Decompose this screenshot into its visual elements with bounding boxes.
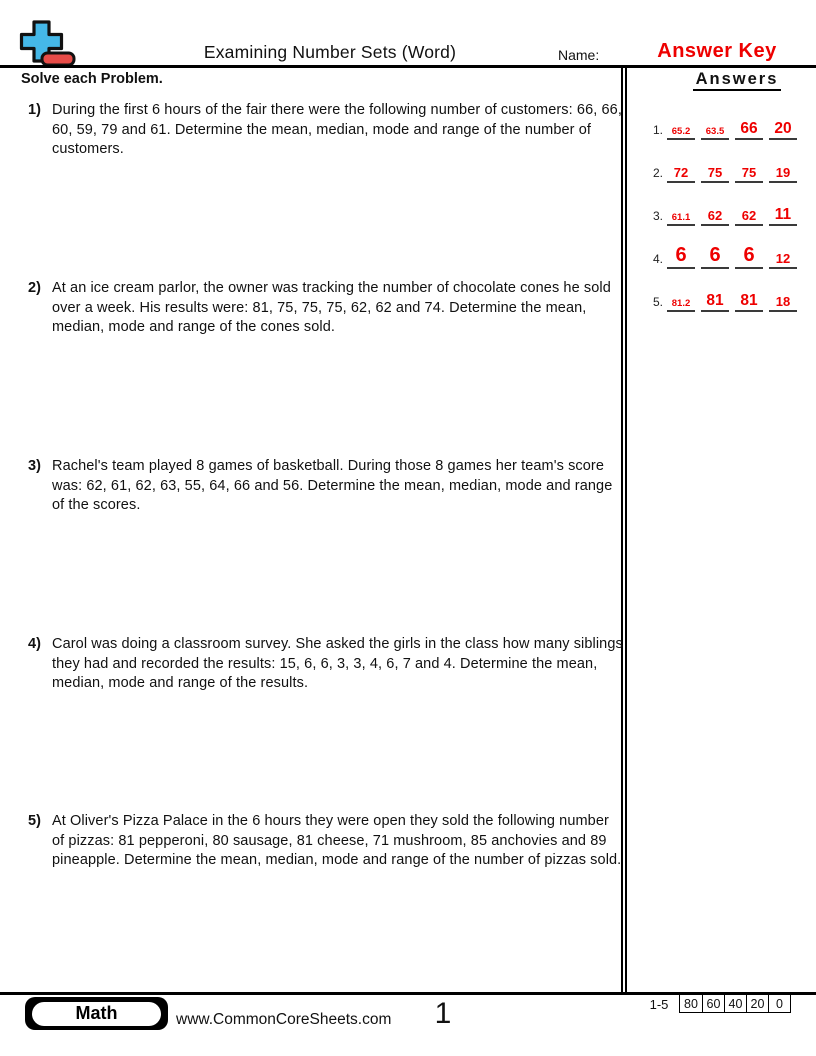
answer-blank-mean <box>667 157 695 183</box>
subject-badge <box>25 997 168 1030</box>
problem-number: 3) <box>28 458 41 474</box>
answer-value: 61.1 <box>671 211 691 223</box>
answer-value: 75 <box>741 165 757 180</box>
answer-value: 6 <box>675 244 687 266</box>
problem-number: 4) <box>28 636 41 652</box>
answer-number: 3. <box>653 209 664 223</box>
answer-value: 66 <box>740 119 758 137</box>
answer-blank-mean <box>667 114 695 140</box>
answer-blank-range <box>769 114 797 140</box>
answer-value: 63.5 <box>705 125 725 137</box>
score-cell: 40 <box>724 995 746 1012</box>
answer-blank-median <box>701 114 729 140</box>
answer-blank-median <box>701 286 729 312</box>
answer-value: 62 <box>741 208 757 223</box>
page-title: Examining Number Sets (Word) <box>203 42 457 62</box>
answer-value: 6 <box>743 244 755 266</box>
answer-value: 81 <box>706 291 724 309</box>
answer-blank-range <box>769 157 797 183</box>
answer-blank-mode <box>735 286 763 312</box>
name-label: Name: <box>558 47 600 63</box>
answer-value: 72 <box>673 165 689 180</box>
minus-icon <box>42 53 74 65</box>
instruction-text: Solve each Problem. <box>21 71 163 87</box>
answers-panel-title: Answers <box>658 70 816 89</box>
answer-row-5 <box>653 286 803 312</box>
score-cell: 0 <box>768 995 790 1012</box>
answer-key-text: Answer Key <box>657 40 777 62</box>
score-range-label: 1-5 <box>649 997 669 1012</box>
answer-value: 62 <box>707 208 723 223</box>
problem-number: 2) <box>28 280 41 296</box>
problem-text: Carol was doing a classroom survey. She asked the girls in the class how many siblings they had and recorded the results: 15, 6, 6, 3, 3, 4, 6, 7 and 4. Determine the mean, median, mode and range of the results. <box>52 636 623 691</box>
answer-blank-mode <box>735 114 763 140</box>
answer-row-2 <box>653 157 803 183</box>
answer-blank-range <box>769 286 797 312</box>
problem-number: 1) <box>28 102 41 118</box>
answer-number: 1. <box>653 123 664 137</box>
answer-value: 12 <box>775 251 791 266</box>
answer-blank-mode <box>735 157 763 183</box>
page-number: 1 <box>434 997 452 1030</box>
answer-blank-mean <box>667 243 695 269</box>
answer-blank-median <box>701 157 729 183</box>
problem-number: 5) <box>28 813 41 829</box>
problem-1 <box>28 101 624 160</box>
answer-blank-mode <box>735 243 763 269</box>
answer-blank-median <box>701 243 729 269</box>
problem-2 <box>28 279 624 338</box>
answer-blank-range <box>769 243 797 269</box>
answer-number: 2. <box>653 166 664 180</box>
answer-row-4 <box>653 243 803 269</box>
answer-value: 81.2 <box>671 297 691 309</box>
website-url: www.CommonCoreSheets.com <box>176 1011 392 1028</box>
score-cell: 20 <box>746 995 768 1012</box>
answer-row-1 <box>653 114 803 140</box>
answer-value: 20 <box>774 119 792 137</box>
answer-blank-mean <box>667 286 695 312</box>
header-divider-line <box>0 65 816 68</box>
answer-value: 6 <box>709 244 721 266</box>
answer-blank-mean <box>667 200 695 226</box>
answer-value: 11 <box>774 205 792 223</box>
problem-4 <box>28 635 624 694</box>
answer-number: 4. <box>653 252 664 266</box>
score-table <box>679 994 791 1013</box>
score-cell: 80 <box>684 996 698 1011</box>
problem-3 <box>28 457 624 516</box>
problem-text: At Oliver's Pizza Palace in the 6 hours they were open they sold the following number of pizzas: 81 pepperoni, 80 sausage, 81 cheese, 71 mushroom, 85 anchovies and 89 pineapple. Determine the mean, median, mode and range of the number of pizzas sold. <box>52 813 622 868</box>
subject-badge-label: Math <box>32 1002 161 1026</box>
answer-value: 65.2 <box>671 125 691 137</box>
problem-text: Rachel's team played 8 games of basketball. During those 8 games her team's score was: 62, 61, 62, 63, 55, 64, 66 and 56. Determine the mean, median, mode and range of the scores. <box>52 458 613 513</box>
answer-blank-median <box>701 200 729 226</box>
answer-value: 75 <box>707 165 723 180</box>
problem-text: At an ice cream parlor, the owner was tracking the number of chocolate cones he sold over a week. His results were: 81, 75, 75, 75, 62, 62 and 74. Determine the mean, median, mode and range of the cones sold. <box>52 280 611 335</box>
answer-blank-range <box>769 200 797 226</box>
answer-value: 81 <box>740 291 758 309</box>
problem-5 <box>28 812 624 871</box>
score-cell: 60 <box>702 995 724 1012</box>
answer-row-3 <box>653 200 803 226</box>
plus-minus-logo-icon <box>17 18 77 68</box>
answer-blank-mode <box>735 200 763 226</box>
answer-number: 5. <box>653 295 664 309</box>
answer-value: 18 <box>775 294 791 309</box>
answer-value: 19 <box>775 165 791 180</box>
problem-text: During the first 6 hours of the fair there were the following number of customers: 66, 66, 60, 59, 79 and 61. Determine the mean, median, mode and range of the number of customers. <box>52 102 622 157</box>
